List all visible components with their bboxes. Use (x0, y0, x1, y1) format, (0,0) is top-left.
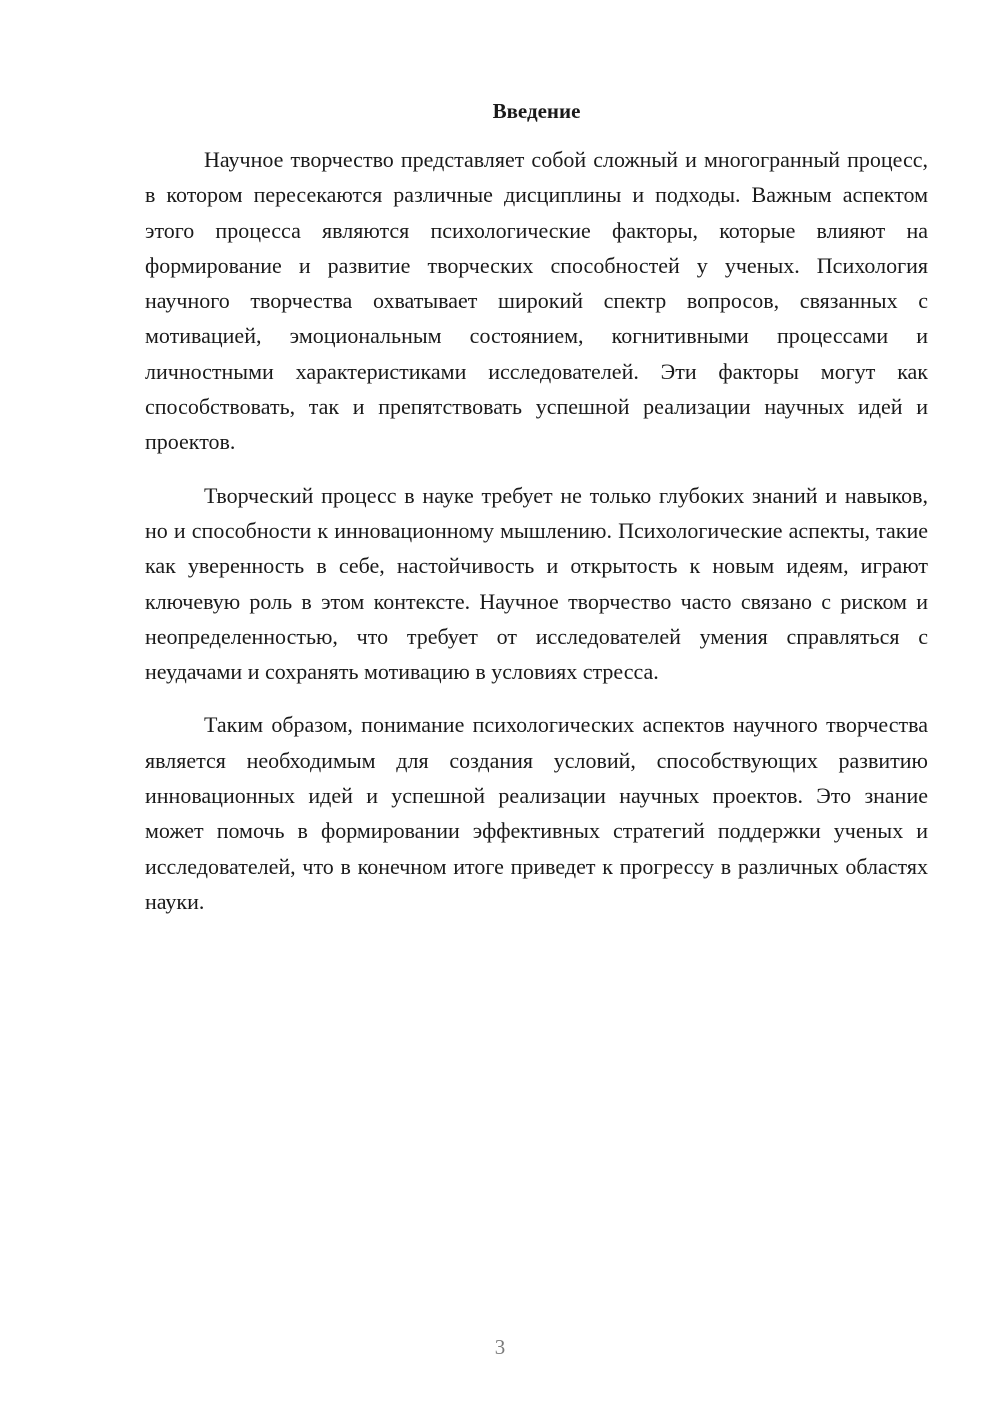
paragraph-3: Таким образом, понимание психологических аспектов научного творчества является необходимым для создания условий, способствующих развитию инновационных идей и успешной реализации научных проектов. Это знание может помочь в формировании эффективных стратегий поддержки ученых и исследователей, что в конечном итоге приведет к прогрессу в различных областях науки. (145, 712, 928, 914)
paragraph-2: Творческий процесс в науке требует не только глубоких знаний и навыков, но и способности к инновационному мышлению. Психологические аспекты, такие как уверенность в себе, настойчивость и открытость к новым идеям, играют ключевую роль в этом контексте. Научное творчество часто связано с риском и неопределенностью, что требует от исследователей умения справляться с неудачами и сохранять мотивацию в условиях стресса. (145, 482, 928, 685)
paragraph-1: Научное творчество представляет собой сложный и многогранный процесс, в котором пересекаются различные дисциплины и подходы. Важным аспектом этого процесса являются психологические факторы, которые влияют на формирование и развитие творческих способностей у ученых. Психология научного творчества охватывает широкий спектр вопросов, связанных с мотивацией, эмоциональным состоянием, когнитивными процессами и личностными характеристиками исследователей. Эти факторы могут как способствовать, так и препятствовать успешной реализации научных идей и проектов. (145, 147, 928, 455)
section-heading: Введение (492, 99, 581, 123)
page-number: 3 (494, 1335, 506, 1359)
page-content (145, 96, 928, 937)
